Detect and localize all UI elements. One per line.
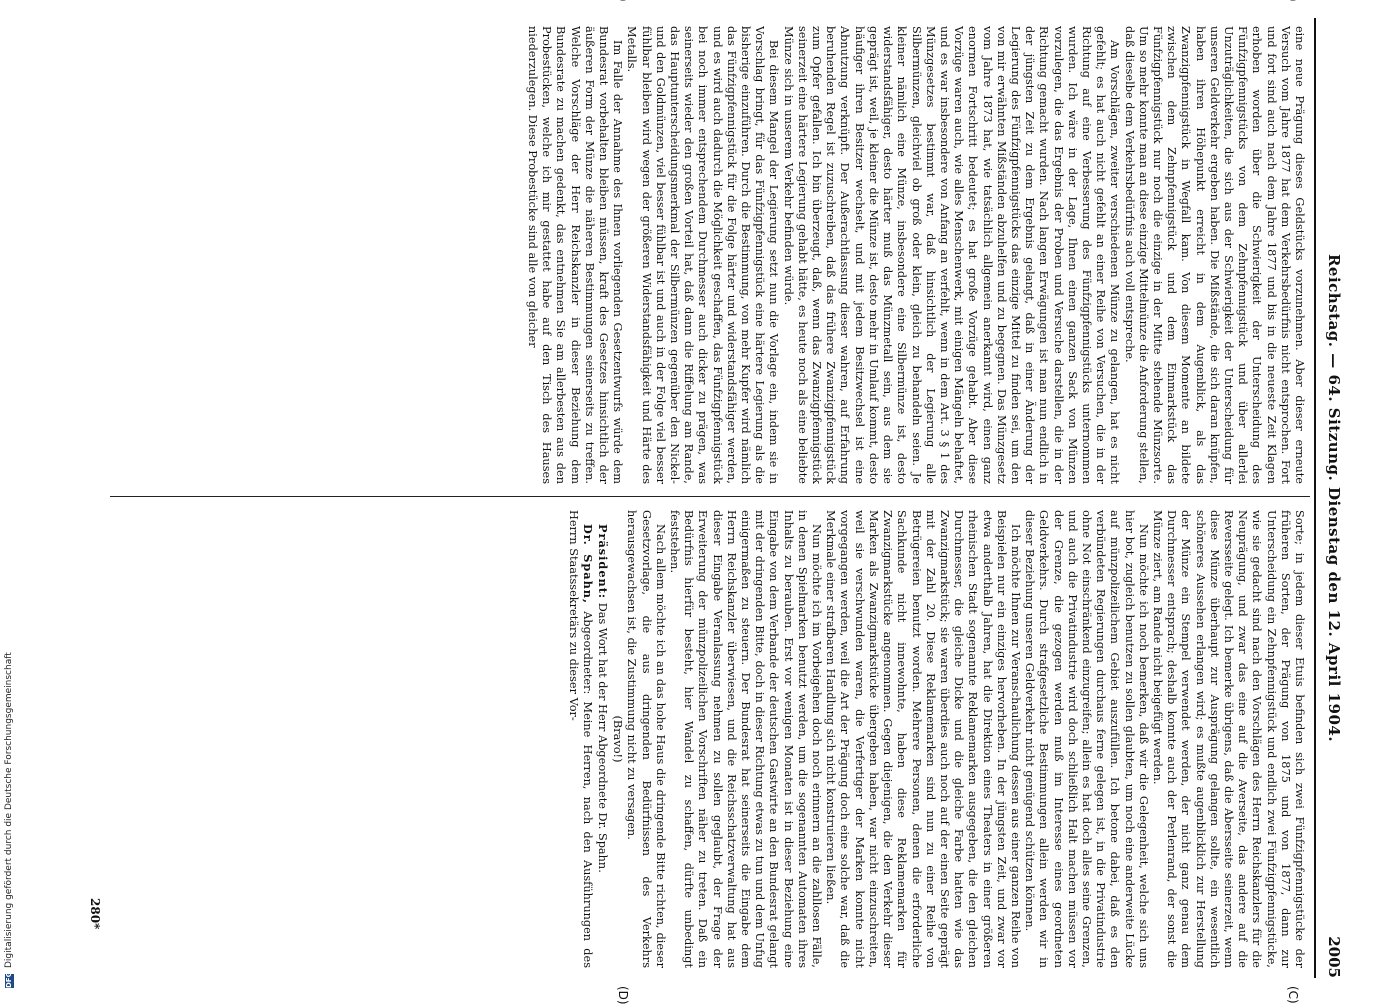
credit-text: Digitalisierung gefördert durch die Deutsche Forschungsgemeinschaft [4,652,14,968]
right-column [96,510,1306,968]
paragraph: Im Falle der Annahme des Ihnen vorliegenden Gesetzentwurfs würde dem Bundesrat vorbehalten bleiben müssen, kraft des Gesetzes hinsichtlich der äußeren Form der Münze die näheren Bestimmungen seinerseits zu treffen. Welche Vorschläge der Herr Reichskanzler in dieser Beziehung dem Bundesrate zu machen gedenkt, das entnehmen Sie am allerbesten aus den Probestücken, welche ich mir gestattet habe auf den Tisch des Hauses niederzulegen. Diese Probestücke sind alle von gleicher [526,26,625,484]
rotated-page [60,18,1350,1005]
president-paragraph [595,510,610,968]
footer-signature-number: 280* [88,898,102,930]
paragraph: Nach allem möchte ich an das hohe Haus die dringende Bitte richten, dieser Gesetzvorlage, die aus dringenden Bedürfnissen des Verkehrs herausgewachsen ist, die Zustimmung nicht zu versagen. [625,510,667,968]
president-label: Präsident: [596,524,611,600]
margin-marker-a [1286,0,1300,2]
digitization-credit [4,652,14,988]
paragraph: Sorte; in jedem dieser Etuis befinden sich zwei Fünfzigpfennigstücke der früheren Sorten, der Prägung von 1875 und von 1877, dann zur Unterscheidung ein Zehnpfennigstück und endlich zwei Fünfzigpfennigstücke, wie sie gedacht sind nach den Vorschlägen des Herrn Reichskanzlers für die Neuprägung, und zwar das eine auf die Averseite, das andere auf die Reversseite gelegt. Ich bemerke übrigens, daß die Abersseite seinerzeit, wenn diese Münze überhaupt zur Ausprägung gelangen sollte, ein wesentlich schöneres Aussehen erlangen wird; es mußte augenblicklich zur Herstellung der Münze ein Stempel verwendet werden, der nicht ganz genau dem Durchmesser entsprach; deshalb konnte auch der Perlenrand, der sonst die Münze ziert, am Rande nicht beigefügt werden. [1150,510,1306,968]
paragraph: Nun möchte ich im Vorbeigehen doch noch erinnern an die zahllosen Fälle, in denen Spielmarken benutzt werden, um die sogenannten Automaten ihres Inhalts zu berauben. Erst vor wenigen Monaten ist in dieser Beziehung eine Eingabe von dem Verbande der deutschen Gastwirte an den Bundesrat gelangt mit der dringenden Bitte, doch in dieser Richtung etwas zu tun und dem Unfug einigermaßen zu steuern. Der Bundesrat hat seinerseits die Eingabe dem Herrn Reichskanzler überwiesen, und die Reichsschatzverwaltung hat aus dieser Eingabe Veranlassung nehmen zu sollen geglaubt, der Frage der Erweiterung der münzpolizeilichen Vorschriften näher zu treten. Daß ein Bedürfnis hierfür besteht, hier Wandel zu schaffen, dürfte unbedingt feststehen. [668,510,824,968]
margin-marker-c: (C) [1286,986,1300,1004]
page-number: 2005 [1325,936,1343,978]
president-text: Das Wort hat der Herr Abgeordnete Dr. Spahn. [596,602,610,873]
applause-note: (Bravo!) [611,715,625,763]
paragraph: Nun möchte ich noch bemerken, daß wir die Gelegenheit, welche sich uns hier bot, zugleich benutzen zu sollen glaubten, um noch eine anderweite Lücke auf münzpolizeilichem Gebiet auszufüllen. Ich betone dabei, daß es den verbündeten Regierungen durchaus ferne gelegen ist, in die Privatindustrie ohne Not einschränkend einzugreifen; allein es hat doch alles seine Grenzen, und auch die Privatindustrie wird doch schließlich Halt machen müssen vor der Grenze, die gezogen werden muß im Interesse eines geordneten Geldverkehrs. Durch strafgesetzliche Bestimmungen allein werden wir in dieser Beziehung unseren Geldverkehr nicht genügend schützen können. [1023,510,1150,968]
header-rule [1314,18,1316,978]
dfg-logo-icon: DFG [4,971,13,988]
speaker-paragraph [565,510,594,968]
margin-marker-b [616,0,630,2]
margin-marker-d: (D) [616,986,630,1005]
left-column [96,26,1306,484]
speaker-text: Abgeordneter: Meine Herren, nach den Ausführungen des Herrn Staatssekretärs zu dieser Vor- [566,510,594,968]
paragraph: eine neue Prägung dieses Geldstücks vorzunehmen. Aber dieser erneute Versuch vom Jahre 1877 hat dem Verkehrsbedürfnis nicht entsprochen. Fort und fort sind auch nach dem Jahre 1877 und bis in die neueste Zeit Klagen erhoben worden über die Schwierigkeit der Unterscheidung des Fünfzigpfennigstücks von dem Zehnpfennigstück und über allerlei Unzuträglichkeiten, die sich aus der Schwierigkeit der Unterscheidung für unseren Geldverkehr ergeben haben. Die Mißstände, die sich daran knüpfen, haben ihren Höhepunkt erreicht in dem Augenblick, als das Zwanzigpfennigstück in Wegfall kam. Von diesem Momente an bildete zwischen dem Zehnpfennigstück und dem Einmarkstück das Fünfzigpfennigstück nur noch die einzige in der Mitte stehende Münzsorte. Um so mehr konnte man an diese einzige Mittelmünze die Anforderung stellen, daß dieselbe dem Verkehrsbedürfnis auch voll entspreche. [1122,26,1306,484]
paragraph: Ich möchte Ihnen zur Veranschaulichung dessen aus einer ganzen Reihe von Beispielen nur ein einziges hervorheben. In der jüngsten Zeit, und zwar vor etwa anderthalb Jahren, hat die Direktion eines Theaters in einer größeren rheinischen Stadt sogenannte Reklamemarken ausgegeben, die den gleichen Durchmesser, die gleiche Dicke und die gleiche Farbe hatten wie das Zwanzigmarkstück; sie waren überdies auch noch auf der einen Seite geprägt mit der Zahl 20. Diese Reklamemarken sind nun zu einer Reihe von Betrügereien benutzt worden. Mehrere Personen, denen die erforderliche Sachkunde nicht innewohnte, haben diese Reklamemarken für Zwanzigmarkstücke angenommen. Gegen diejenigen, die den Verkehr dieser Marken als Zwanzigmarkstücke übergeben haben, war nicht einzuschreiten, weil sie verschwunden waren, die Verfertiger der Marken konnte nicht vorgegangen werden, weil die Art der Prägung doch eine solche war, daß die Merkmale einer strafbaren Handlung sich nicht konstruieren ließen. [824,510,1022,968]
page-header [1318,18,1350,978]
speaker-name: Dr. Spahn, [580,524,595,604]
header-title: Reichstag. — 64. Sitzung. Dienstag den 12. April 1904. [1325,253,1343,743]
paragraph: Bei diesem Mangel der Legierung setzt nun die Vorlage ein, indem sie in Vorschlag bringt, für das Fünfzigpfennigstück eine härtere Legierung als die bisherige einzuführen. Durch die Bestimmung, von mehr Kupfer wird nämlich das Fünfzigpfennigstück für die Folge härter und widerstandsfähiger werden, und es wird auch dadurch die Möglichkeit geschaffen, das Fünfzigpfennigstück bei noch immer entsprechendem Durchmesser auch dicker zu prägen, was seinerseits wieder den großen Vorteil hat, daß dann die Riffelung am Rande, das Hauptunterscheidungsmerkmal der Silbermünzen gegenüber den Nickel- und den Goldmünzen, viel besser fühlbar ist und auch in der Folge viel besser fühlbar bleiben wird wegen der größeren Widerstandsfähigkeit und Härte des Metalls. [625,26,781,484]
paragraph: Am Vorschlägen, zweiter verschiedenen Münze zu gelangen, hat es nicht gefehlt; es hat auch nicht gefehlt an einer Reihe von Versuchen, die in der Richtung auf eine Verbesserung des Fünfzigpfennigstücks unternommen wurden. Ich wäre in der Lage, Ihnen einen ganzen Sack von Münzen vorzulegen, die das Ergebnis der Proben und Versuche darstellen, die in der Richtung gemacht wurden. Nach langen Erwägungen ist man nun endlich in der jüngsten Zeit zu dem Ergebnis gelangt, daß in einer Änderung der Legierung des Fünfzigpfennigstücks das einzige Mittel zu finden sei, um den von mir erwähnten Mißständen abzuhelfen und zu begegnen. Das Münzgesetz vom Jahre 1873 hat, wie tatsächlich allgemein anerkannt wird, einen ganz enormen Fortschritt bedeutet; es hat große Vorzüge gehabt. Aber diese Vorzüge waren auch, wie alles Menschenwerk, mit einigen Mängeln behaftet, und es war insbesondere von Anfang an verfehlt, wenn in dem Art. 3 § 1 des Münzgesetzes bestimmt war, daß hinsichtlich der Legierung alle Silbermünzen, gleichviel ob groß oder klein, gleich zu behandeln seien. Je kleiner nämlich eine Münze, insbesondere eine Silbermünze ist, desto widerstandsfähiger, desto härter muß das Münzmetall sein, aus dem sie geprägt ist, weil, je kleiner die Münze ist, desto mehr in Umlauf kommt, desto häufiger ihren Besitzer wechselt, und mit jedem Besitzwechsel ist eine Abnutzung verknüpft. Der Außerachtlassung dieser wahren, auf Erfahrung beruhenden Regel ist zuzuschreiben, daß das frühere Zwanzigpfennigstück zum Opfer gefallen. Ich bin überzeugt, daß, wenn das Zwanzigpfennigstück seinerzeit eine härtere Legierung gehabt hätte, es heute noch als eine beliebte Münze sich in unserem Verkehr befinden würde. [781,26,1122,484]
column-divider [110,496,1310,497]
